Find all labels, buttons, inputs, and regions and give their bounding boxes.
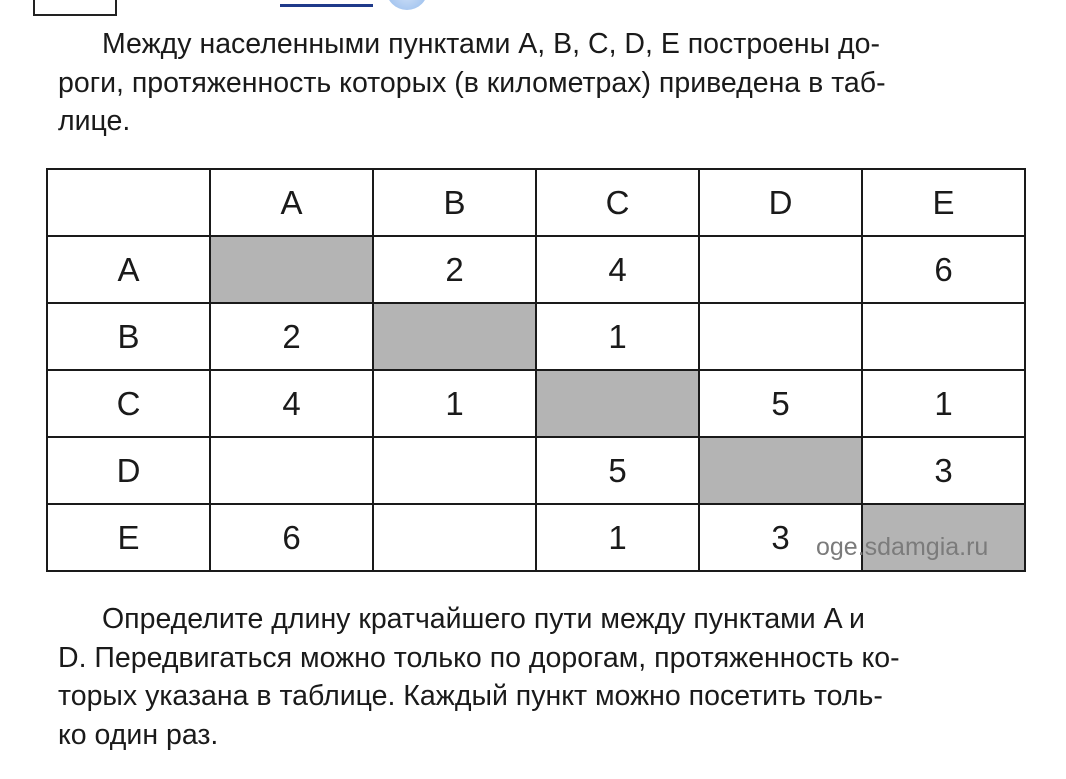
table-row [47, 303, 1025, 370]
intro-line: лице. [58, 105, 131, 137]
distance-cell [210, 437, 373, 504]
distance-table [46, 168, 1026, 572]
link-underline-fragment [280, 4, 373, 7]
row-header-cell: D [47, 437, 210, 504]
table-row [47, 437, 1025, 504]
distance-cell [373, 504, 536, 571]
distance-cell: 3 [699, 504, 862, 571]
intro-line: Между населенными пунктами A, B, C, D, E построены до- [102, 28, 881, 60]
row-header-cell: A [47, 236, 210, 303]
column-header-cell: E [862, 169, 1025, 236]
distance-cell: 5 [536, 437, 699, 504]
answer-box-fragment [33, 0, 117, 16]
distance-cell: 4 [536, 236, 699, 303]
distance-cell [699, 303, 862, 370]
problem-intro [58, 25, 1028, 141]
intro-line: роги, протяженность которых (в километрах) приведена в таб- [58, 66, 886, 99]
table-corner-cell [47, 169, 210, 236]
row-header-cell: B [47, 303, 210, 370]
distance-cell [373, 437, 536, 504]
distance-cell [862, 303, 1025, 370]
column-header-cell: A [210, 169, 373, 236]
distance-cell: 1 [862, 370, 1025, 437]
distance-cell: 5 [699, 370, 862, 437]
problem-question [58, 600, 1028, 754]
watermark: oge.sdamgia.ru [816, 533, 989, 561]
question-line: Определите длину кратчайшего пути между пунктами A и [102, 603, 865, 635]
question-line: ко один раз. [58, 718, 219, 751]
distance-cell: 3 [862, 437, 1025, 504]
question-line: D. Передвигаться можно только по дорогам, протяженность ко- [58, 641, 900, 674]
distance-cell: 1 [373, 370, 536, 437]
distance-cell: 6 [862, 236, 1025, 303]
table-row [47, 236, 1025, 303]
distance-cell: 2 [373, 236, 536, 303]
distance-cell: 1 [536, 504, 699, 571]
question-line: торых указана в таблице. Каждый пункт можно посетить толь- [58, 680, 883, 712]
diagonal-cell [373, 303, 536, 370]
distance-cell [699, 236, 862, 303]
distance-cell: 6 [210, 504, 373, 571]
column-header-cell: B [373, 169, 536, 236]
table-header-row [47, 169, 1025, 236]
distance-cell: 2 [210, 303, 373, 370]
diagonal-cell [210, 236, 373, 303]
circle-button-fragment [386, 0, 428, 10]
row-header-cell: E [47, 504, 210, 571]
distance-cell: 1 [536, 303, 699, 370]
diagonal-cell [536, 370, 699, 437]
column-header-cell: D [699, 169, 862, 236]
diagonal-cell [699, 437, 862, 504]
row-header-cell: C [47, 370, 210, 437]
distance-cell: 4 [210, 370, 373, 437]
table-row [47, 370, 1025, 437]
column-header-cell: C [536, 169, 699, 236]
